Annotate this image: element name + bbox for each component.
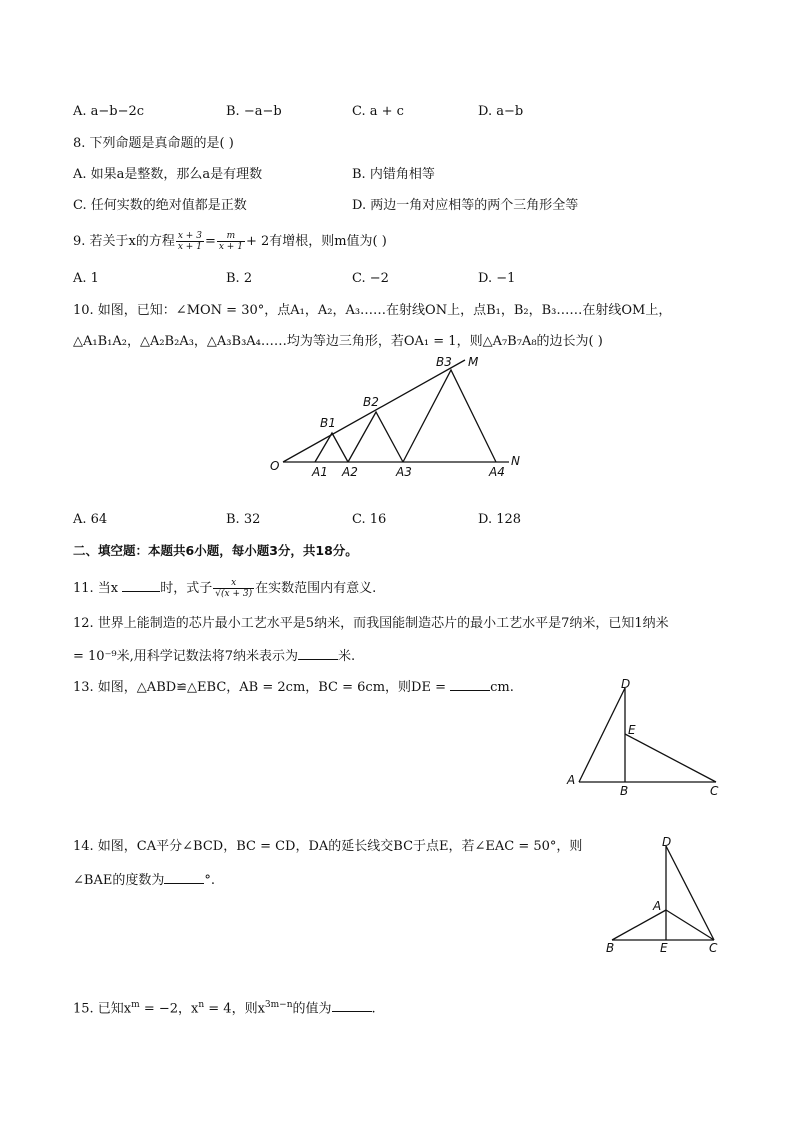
q14-line-2	[73, 871, 215, 890]
q13-answer-blank[interactable]	[450, 678, 490, 691]
label-d: D	[662, 835, 672, 849]
segment-ba	[612, 910, 666, 940]
label-b1: B1	[320, 416, 336, 430]
q10-figure	[260, 350, 540, 485]
label-a: A	[567, 773, 576, 787]
q14-figure	[600, 832, 730, 957]
q8-stem: 8. 下列命题是真命题的是( )	[73, 136, 234, 151]
q9-stem-pre: 9. 若关于x的方程	[73, 234, 175, 249]
q10-option-a: A. 64	[73, 512, 108, 527]
q8-option-b: B. 内错角相等	[352, 167, 435, 182]
q11-frac-num: x	[213, 578, 254, 589]
triangle-a3b3a4	[403, 370, 496, 462]
label-c: C	[710, 784, 719, 798]
section-2-heading: 二、填空题：本题共6小题，每小题3分，共18分。	[73, 543, 358, 558]
q7-option-d: D. a−b	[478, 104, 524, 119]
q11-post: 在实数范围内有意义.	[255, 581, 377, 596]
label-m: M	[468, 355, 479, 369]
q11-fraction	[213, 578, 254, 599]
q7-option-b: B. −a−b	[226, 104, 282, 119]
label-b: B	[620, 784, 629, 798]
label-a4: A4	[489, 465, 505, 479]
q14-line-1: 14. 如图，CA平分∠BCD，BC = CD，DA的延长线交BC于点E，若∠EAC = 50°，则	[73, 839, 583, 854]
q7-option-c: C. a + c	[352, 104, 404, 119]
q13-stem	[73, 678, 514, 697]
label-a1: A1	[312, 465, 328, 479]
q13-post: cm.	[490, 680, 514, 695]
segment-ec	[625, 734, 716, 782]
triangle-a1b1a2	[315, 433, 348, 462]
q13-pre: 13. 如图，△ABD≌△EBC，AB = 2cm，BC = 6cm，则DE =	[73, 680, 446, 695]
q11-mid: 时，式子	[160, 581, 213, 596]
label-c: C	[709, 941, 718, 955]
q9-option-d: D. −1	[478, 271, 516, 286]
q15-mid-1: = −2，x	[139, 1001, 199, 1017]
q12-line-2	[73, 647, 355, 666]
q9-frac2-num: m	[217, 231, 245, 242]
ray-om	[283, 360, 465, 462]
q12-line2-pre: = 10⁻⁹米,用科学记数法将7纳米表示为	[73, 649, 299, 664]
q14-answer-blank[interactable]	[164, 871, 204, 884]
q8-option-a: A. 如果a是整数，那么a是有理数	[73, 167, 263, 182]
q7-option-a: A. a−b−2c	[73, 104, 145, 119]
q15-pre: 15. 已知x	[73, 1001, 132, 1017]
q10-line-2: △A₁B₁A₂，△A₂B₂A₃，△A₃B₃A₄……均为等边三角形，若OA₁ = 1，则△A₇B₇A₈的边长为( )	[73, 334, 603, 349]
label-a: A	[653, 899, 662, 913]
q12-line-1: 12. 世界上能制造的芯片最小工艺水平是5纳米，而我国能制造芯片的最小工艺水平是7纳米，已知1纳米	[73, 616, 669, 631]
q8-option-c: C. 任何实数的绝对值都是正数	[73, 198, 247, 213]
q10-line-1: 10. 如图，已知：∠MON = 30°，点A₁，A₂，A₃……在射线ON上，点B₁，B₂，B₃……在射线OM上，	[73, 303, 672, 318]
label-e: E	[660, 941, 668, 955]
q15-mid-2: = 4，则x	[204, 1001, 265, 1017]
q11-frac-den: √(x + 3)	[215, 589, 253, 599]
q15-post: 的值为	[292, 1001, 332, 1017]
q9-option-a: A. 1	[73, 271, 99, 286]
label-a3: A3	[396, 465, 412, 479]
q11-pre: 11. 当x	[73, 581, 119, 596]
q11-answer-blank[interactable]	[122, 579, 160, 592]
label-o: O	[270, 459, 280, 473]
q15-sup-1: m	[131, 1000, 140, 1010]
label-b: B	[606, 941, 615, 955]
q14-line2-post: °.	[204, 873, 215, 888]
q10-option-c: C. 16	[352, 512, 387, 527]
q9-fraction-1	[176, 231, 204, 252]
segment-ad	[579, 688, 625, 782]
q9-frac1-den: x + 1	[177, 242, 202, 252]
q9-eq: =	[204, 234, 216, 249]
q11-stem	[73, 578, 376, 599]
label-d: D	[621, 677, 631, 691]
q15-sup-3: 3m−n	[264, 1000, 293, 1010]
q9-option-b: B. 2	[226, 271, 253, 286]
q15-stem	[73, 996, 376, 1018]
triangle-a2b2a3	[348, 412, 403, 462]
q12-answer-blank[interactable]	[298, 647, 338, 660]
q15-sup-2: n	[198, 1000, 205, 1010]
q15-end: .	[371, 1001, 376, 1017]
q9-option-c: C. −2	[352, 271, 389, 286]
q14-line2-pre: ∠BAE的度数为	[73, 873, 165, 888]
q13-figure	[560, 672, 730, 802]
label-b3: B3	[436, 355, 452, 369]
label-n: N	[511, 454, 520, 468]
label-e: E	[628, 723, 636, 737]
label-b2: B2	[363, 395, 379, 409]
label-a2: A2	[342, 465, 358, 479]
q10-option-b: B. 32	[226, 512, 261, 527]
q9-frac2-den: x + 1	[218, 242, 243, 252]
q9-fraction-2	[217, 231, 245, 252]
q12-line2-post: 米.	[338, 649, 356, 664]
segment-dc	[666, 846, 714, 940]
q15-answer-blank[interactable]	[332, 999, 372, 1012]
q8-option-d: D. 两边一角对应相等的两个三角形全等	[352, 198, 579, 213]
q9-stem	[73, 231, 387, 252]
q10-option-d: D. 128	[478, 512, 522, 527]
q9-stem-post: + 2有增根，则m值为( )	[245, 234, 387, 249]
q9-frac1-num: x + 3	[177, 231, 202, 241]
